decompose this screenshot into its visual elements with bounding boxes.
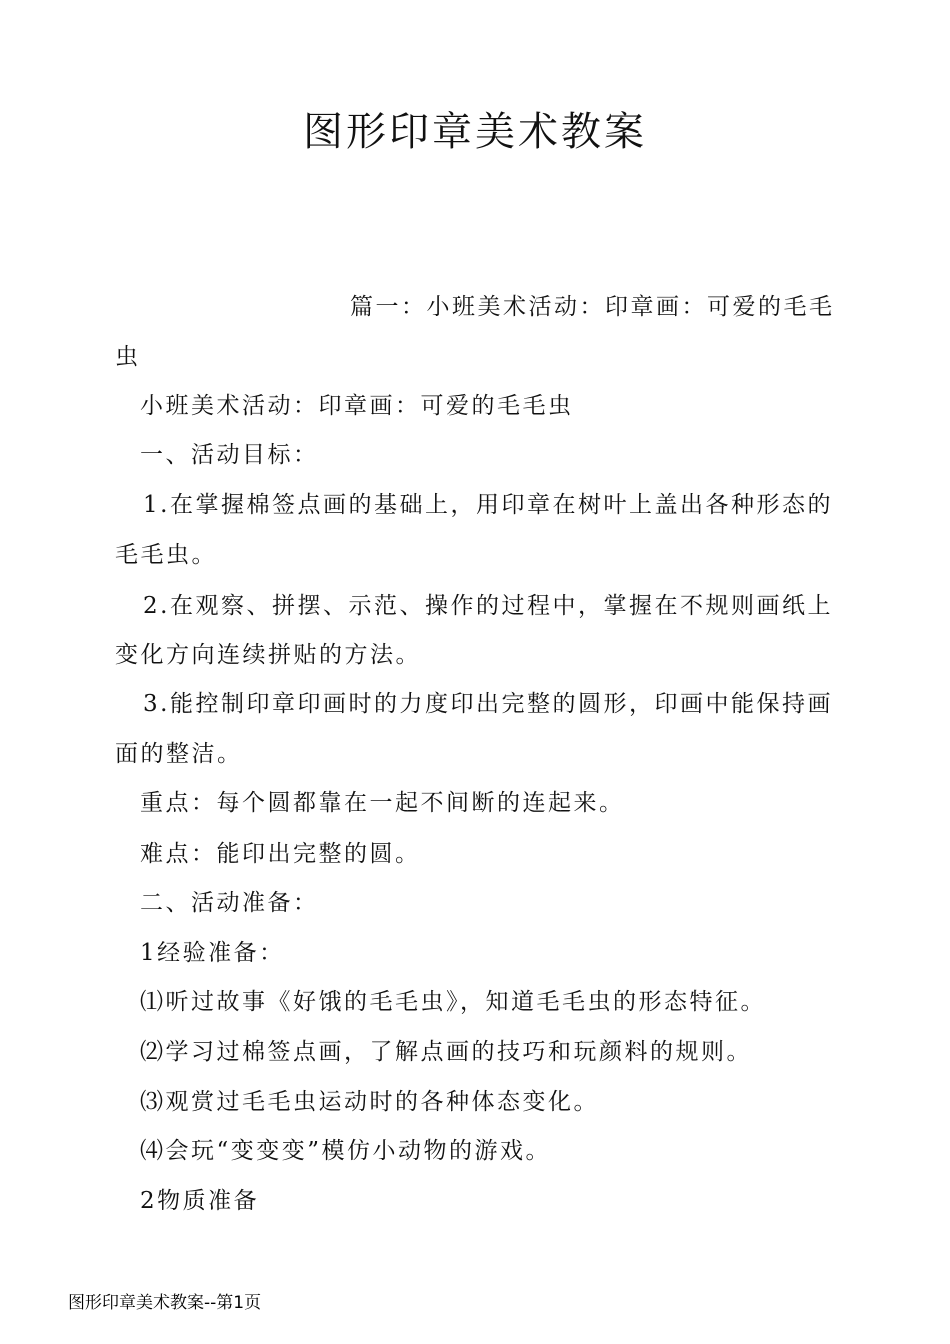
goal-1-continued: 毛毛虫。 — [115, 542, 217, 568]
preparation-heading: 二、活动准备： — [140, 890, 319, 916]
goal-3-continued: 面的整洁。 — [115, 741, 243, 767]
difficulty: 难点：能印出完整的圆。 — [140, 841, 421, 867]
activity-subtitle: 小班美术活动：印章画：可爱的毛毛虫 — [140, 393, 574, 419]
goal-2-continued: 变化方向连续拼贴的方法。 — [115, 642, 421, 668]
experience-prep-item: ⑶观赏过毛毛虫运动时的各种体态变化。 — [140, 1089, 599, 1115]
goal-1: 1.在掌握棉签点画的基础上，用印章在树叶上盖出各种形态的 — [143, 492, 833, 518]
page-footer: 图形印章美术教案--第1页 — [68, 1293, 262, 1313]
section-heading-continued: 虫 — [115, 344, 141, 370]
key-point: 重点：每个圆都靠在一起不间断的连起来。 — [140, 790, 625, 816]
experience-prep-heading: 1经验准备： — [140, 940, 285, 966]
material-prep-heading: 2物质准备 — [140, 1188, 260, 1214]
goal-3: 3.能控制印章印画时的力度印出完整的圆形，印画中能保持画 — [143, 691, 833, 717]
experience-prep-item: ⑴听过故事《好饿的毛毛虫》，知道毛毛虫的形态特征。 — [140, 989, 766, 1015]
document-title: 图形印章美术教案 — [303, 109, 647, 155]
section-heading: 篇一：小班美术活动：印章画：可爱的毛毛 — [350, 294, 835, 320]
experience-prep-item: ⑵学习过棉签点画，了解点画的技巧和玩颜料的规则。 — [140, 1039, 752, 1065]
experience-prep-item: ⑷会玩“变变变”模仿小动物的游戏。 — [140, 1138, 552, 1164]
goal-2: 2.在观察、拼摆、示范、操作的过程中，掌握在不规则画纸上 — [143, 593, 833, 619]
goals-heading: 一、活动目标： — [140, 442, 319, 468]
